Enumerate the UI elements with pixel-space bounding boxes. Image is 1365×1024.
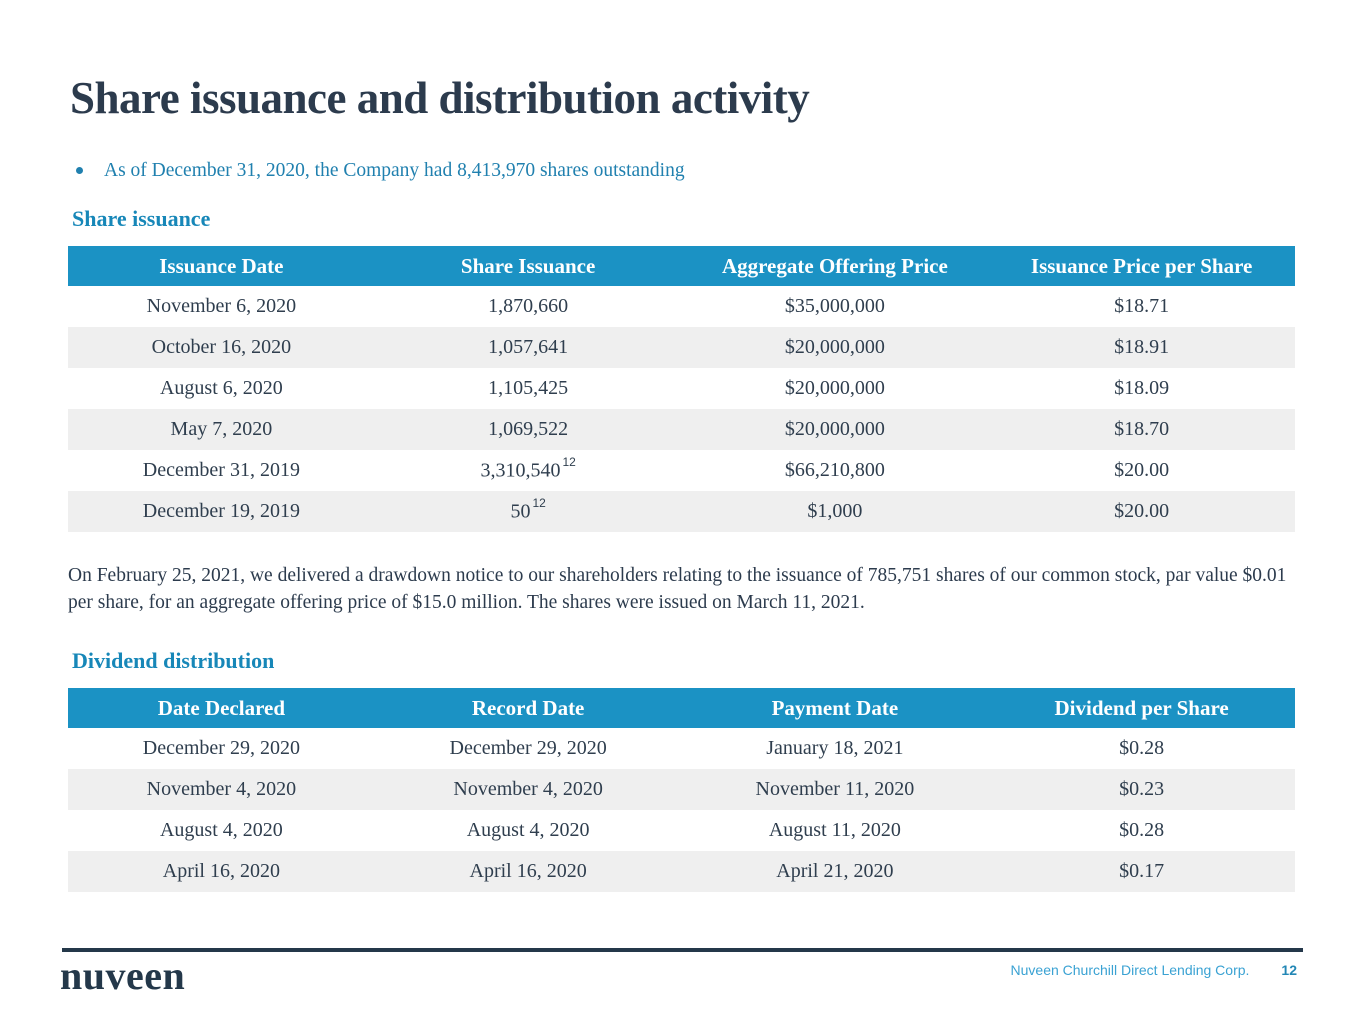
table-cell: $66,210,800 [784,459,885,481]
share-issuance-table [68,246,1295,532]
footer-divider [62,948,1303,952]
table-row [68,368,1295,409]
table-cell: December 31, 2019 [142,459,300,481]
table-cell: January 18, 2021 [766,737,904,759]
table-cell: 1,057,641 [488,336,569,358]
table-row [68,286,1295,327]
header-row [68,246,1295,286]
column-header: Payment Date [682,688,989,728]
page-title: Share issuance and distribution activity [70,73,810,123]
table-cell: August 6, 2020 [159,377,283,399]
section-heading-share-issuance: Share issuance [72,206,211,231]
column-header: Aggregate Offering Price [682,246,989,286]
table-row [68,491,1295,532]
table-cell: 1,069,522 [488,418,569,440]
table-cell: $20,000,000 [784,336,885,358]
column-header: Dividend per Share [988,688,1295,728]
footnote-superscript: 12 [562,455,576,470]
table-header [68,688,1295,728]
table-body [68,728,1295,892]
table-cell: August 4, 2020 [159,819,283,841]
column-header: Date Declared [68,688,375,728]
table-cell: $18.70 [1114,418,1170,440]
table-row [68,769,1295,810]
table-cell: $1,000 [807,500,863,522]
table-row [68,409,1295,450]
table-cell: $18.09 [1114,377,1170,399]
bullet-item [76,159,1297,183]
drawdown-note: On February 25, 2021, we delivered a drawdown notice to our shareholders relating to the issuance of 785,751 shares of our common stock, par value $0.01 per share, for an aggregate offering price of $15.0 million. The shares were issued on March 11, 2021. [68,565,1287,613]
table-cell: August 11, 2020 [768,819,901,841]
table-row [68,327,1295,368]
table-cell: April 21, 2020 [776,860,894,882]
table-cell: December 29, 2020 [142,737,300,759]
table-cell: December 29, 2020 [449,737,607,759]
section-heading-dividend-distribution: Dividend distribution [72,648,275,673]
table-cell: April 16, 2020 [469,860,587,882]
bullet-icon [76,167,83,174]
table-cell: 1,870,660 [488,295,569,317]
table-cell: 3,310,540 $^{12}$ [480,455,576,482]
column-header: Record Date [375,688,682,728]
table-cell: $18.91 [1114,336,1170,358]
column-header: Issuance Price per Share [988,246,1295,286]
table-row [68,728,1295,769]
table-row [68,450,1295,491]
dividend-distribution-table [68,688,1295,892]
table-cell: April 16, 2020 [162,860,280,882]
bullet-text: As of December 31, 2020, the Company had 8,413,970 shares outstanding [104,160,685,181]
table-cell: $20,000,000 [784,418,885,440]
table-cell: November 4, 2020 [146,778,297,800]
table-cell: October 16, 2020 [151,336,292,358]
nuveen-logo: nuveen [60,953,186,998]
table-body [68,286,1295,532]
footer-right [1011,962,1297,978]
table-row [68,810,1295,851]
table-cell: November 11, 2020 [755,778,915,800]
table-cell: $0.28 [1119,819,1165,841]
table-cell: $0.23 [1119,778,1165,800]
table-cell: November 6, 2020 [146,295,297,317]
table-cell: $35,000,000 [784,295,885,317]
table-cell: December 19, 2019 [142,500,300,522]
column-header: Issuance Date [68,246,375,286]
table-cell: 50 $^{12}$ [510,496,546,523]
footnote-superscript: 12 [532,496,546,511]
table-cell: $20,000,000 [784,377,885,399]
table-header [68,246,1295,286]
table-row [68,851,1295,892]
slide-content [0,74,1365,892]
table-cell: $18.71 [1114,295,1170,317]
page-number: 12 [1281,962,1297,978]
table-cell: $20.00 [1114,459,1170,481]
header-row [68,688,1295,728]
table-cell: $0.28 [1119,737,1165,759]
table-cell: 1,105,425 [488,377,569,399]
table-cell: August 4, 2020 [466,819,590,841]
table-cell: $20.00 [1114,500,1170,522]
table-cell: $0.17 [1119,860,1165,882]
table-cell: November 4, 2020 [453,778,603,800]
column-header: Share Issuance [375,246,682,286]
footer-company-name: Nuveen Churchill Direct Lending Corp. [1010,962,1250,978]
table-cell: May 7, 2020 [170,418,273,440]
